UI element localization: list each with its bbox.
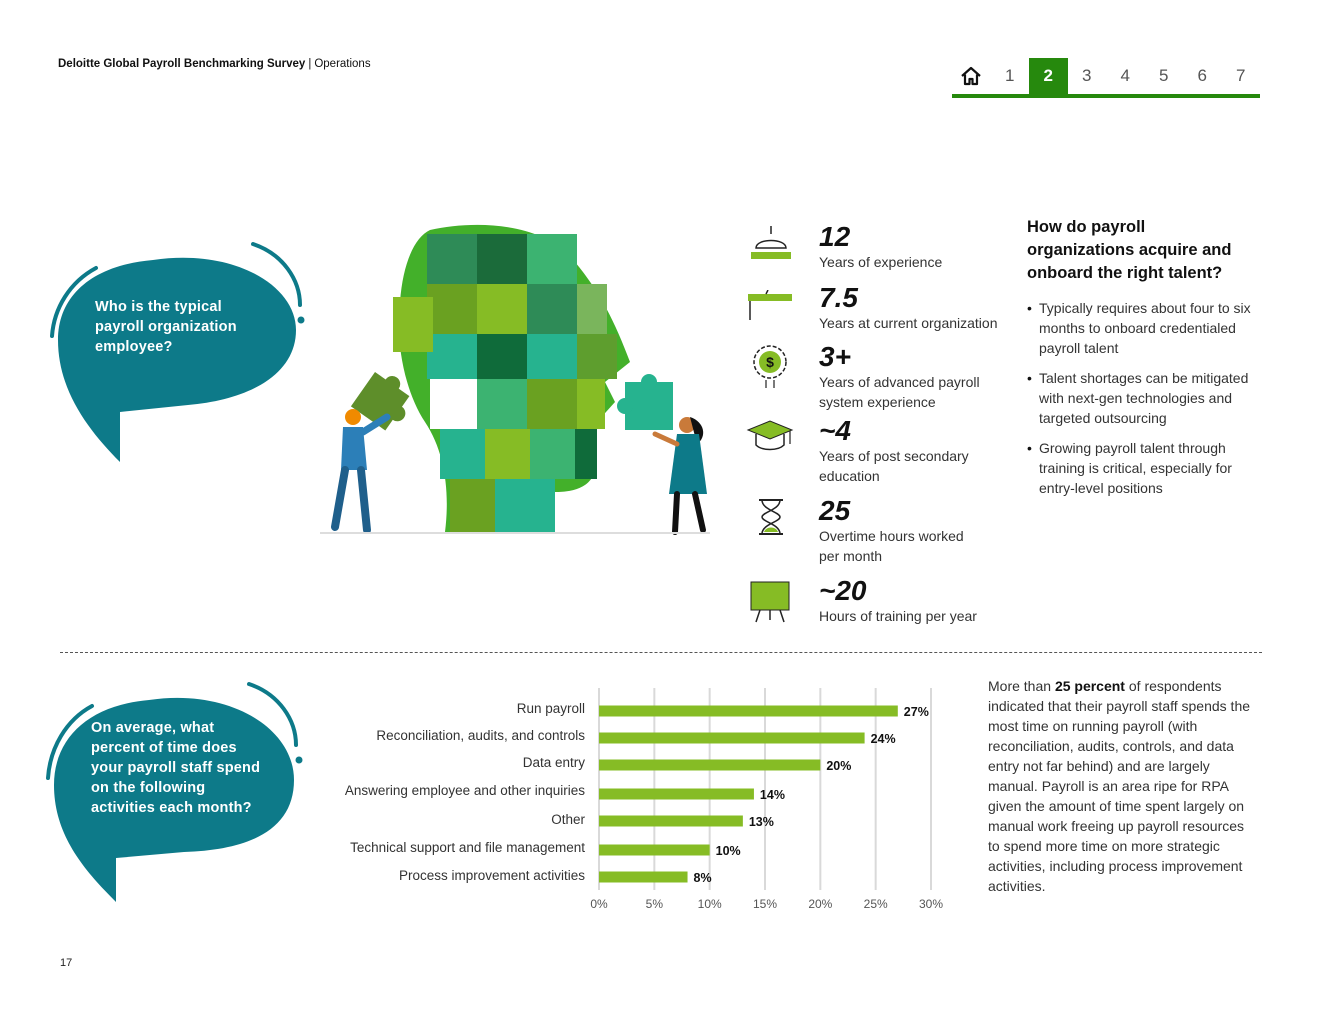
stat-label-system-experience: Years of advanced payroll system experience (819, 374, 980, 410)
nav-page-1[interactable]: 1 (1005, 66, 1015, 85)
stat-value-education: ~4 (819, 415, 851, 446)
nav-page-4[interactable]: 4 (1120, 66, 1130, 85)
x-tick-label: 25% (863, 897, 888, 911)
x-tick-label: 5% (645, 897, 664, 911)
nav-page-7[interactable]: 7 (1236, 66, 1246, 85)
talent-bullet-1: • Typically requires about four to six months to onboard credentialed payroll talent (1027, 298, 1262, 358)
category-label-process-improvement: Process improvement activities (398, 868, 585, 883)
stat-label-overtime: Overtime hours worked per month (819, 528, 964, 564)
x-tick-label: 0% (590, 897, 608, 911)
stat-label-tenure: Years at current organization (819, 315, 998, 331)
svg-text:$: $ (766, 354, 774, 370)
bar (599, 872, 688, 883)
x-tick-label: 30% (918, 897, 944, 911)
x-tick-label: 10% (697, 897, 722, 911)
category-label-run-payroll: Run payroll (516, 701, 585, 716)
bar-value-label: 14% (759, 788, 785, 802)
x-tick-label: 20% (808, 897, 833, 911)
stat-value-training: ~20 (819, 575, 867, 606)
bar (599, 845, 710, 856)
header-separator: | (308, 58, 312, 70)
summary-paragraph (988, 676, 1258, 896)
talent-heading: How do payroll organizations acquire and onboard the right talent? (1027, 218, 1232, 282)
bar-value-label: 8% (693, 871, 712, 885)
summary-body: of respondents indicated that their payroll staff spends the most time on running payroll (with reconciliation, audits, controls, and data entry not far behind) and are largely manual. Payroll is an area ripe for RPA given the amount of time spent largely on manual work freeing up payroll resources to spend more time on more strategic activities, including process improvement activities. (988, 678, 1251, 894)
bar-value-label: 20% (826, 759, 852, 773)
category-label-tech-support: Technical support and file management (350, 840, 585, 855)
question-2: On average, what percent of time does your payroll staff spend on the following activities each month? (91, 720, 261, 816)
bar-value-label: 13% (748, 815, 774, 829)
bar (599, 760, 820, 771)
stat-label-training: Hours of training per year (819, 608, 977, 624)
x-tick-label: 15% (752, 897, 778, 911)
bar-value-label: 24% (870, 732, 896, 746)
bar (599, 816, 743, 827)
bar (599, 789, 754, 800)
question-1: Who is the typical payroll organization employee? (95, 299, 237, 355)
bar-value-label: 10% (715, 844, 741, 858)
category-label-data-entry: Data entry (522, 755, 585, 770)
summary-highlight: 25 percent (1054, 678, 1125, 694)
talent-bullet-2: • Talent shortages can be mitigated with next-gen technologies and targeted outsourcing (1027, 368, 1262, 428)
bar (599, 706, 898, 717)
section-name: Operations (314, 58, 371, 70)
bar-value-label: 27% (903, 705, 929, 719)
page-number: 17 (60, 957, 73, 969)
survey-title: Deloitte Global Payroll Benchmarking Survey (58, 58, 306, 70)
category-label-other: Other (551, 812, 585, 827)
summary-intro: More than (988, 678, 1055, 694)
bar (599, 733, 865, 744)
stat-value-overtime: 25 (819, 495, 851, 526)
nav-page-2-active[interactable]: 2 (1029, 58, 1068, 94)
category-label-inquiries: Answering employee and other inquiries (344, 783, 585, 798)
nav-page-5[interactable]: 5 (1159, 66, 1169, 85)
stat-label-education: Years of post secondary education (819, 448, 969, 484)
stat-value-tenure: 7.5 (819, 282, 858, 313)
nav-page-3[interactable]: 3 (1082, 66, 1092, 85)
stat-label-experience: Years of experience (819, 254, 943, 270)
stat-value-experience: 12 (819, 221, 851, 252)
talent-bullet-3: • Growing payroll talent through training is critical, especially for entry-level positions (1027, 438, 1262, 498)
stat-value-system-experience: 3+ (819, 341, 851, 372)
nav-page-6[interactable]: 6 (1197, 66, 1207, 85)
category-label-reconciliation: Reconciliation, audits, and controls (376, 728, 585, 743)
